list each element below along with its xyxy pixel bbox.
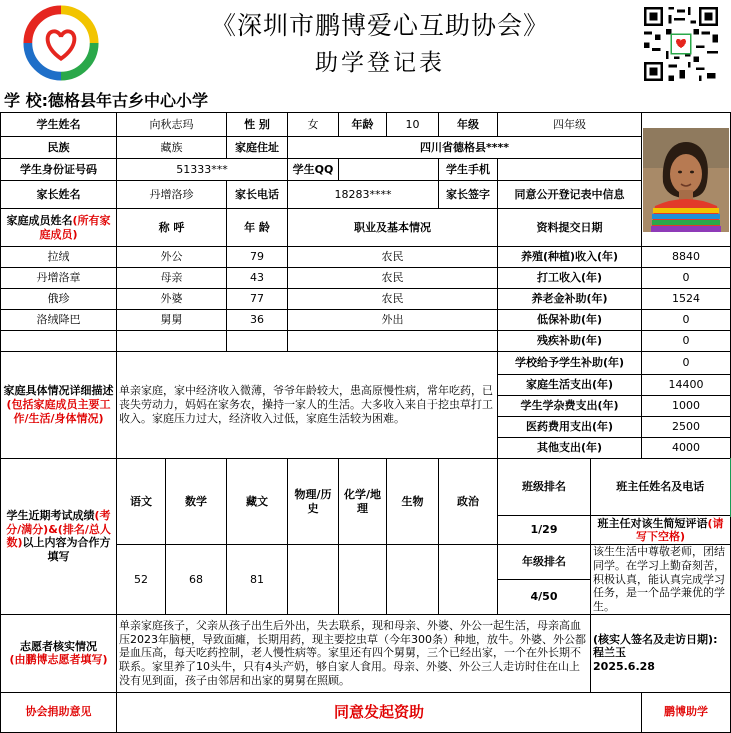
teacher-label: 班主任姓名及电话 [591,459,731,516]
volunteer-row [1,614,731,692]
subject-header: 数学 [166,459,227,545]
qr-code-icon [641,4,721,84]
family-header-row [1,209,731,247]
exam-label: 学生近期考试成绩(考分/满分)&(排名/总人数)以上内容为合作方填写 [1,459,117,615]
id-label: 学生身份证号码 [1,159,117,181]
org-name: 鹏博助学 [642,692,731,732]
finance-value: 0 [642,310,731,331]
family-member-relation [117,331,227,352]
family-member-relation: 舅舅 [117,310,227,331]
finance-value: 0 [642,331,731,352]
parent-name-value: 丹增洛珍 [117,181,227,209]
ethnic-label: 民族 [1,137,117,159]
student-name-value: 向秋志玛 [117,113,227,137]
address-label: 家庭住址 [227,137,288,159]
score-value: 52 [117,545,166,615]
form-title: 《深圳市鹏博爱心互助协会》 [210,11,549,40]
finance-value: 2500 [642,417,731,438]
family-member-age [227,331,288,352]
situation-label: 家庭具体情况详细描述(包括家庭成员主要工作/生活/身体情况) [1,352,117,459]
parent-name-label: 家长姓名 [1,181,117,209]
form-header [0,0,731,88]
family-age-header: 年 龄 [227,209,288,247]
finance-label: 低保补助(年) [498,310,642,331]
family-member-job: 农民 [288,289,498,310]
grade-value: 四年级 [498,113,642,137]
subject-header: 物理/历史 [288,459,339,545]
family-row [1,268,731,289]
heart-logo-icon [22,4,100,82]
family-member-age: 43 [227,268,288,289]
grade-rank-value: 4/50 [498,579,591,614]
finance-label: 养老金补助(年) [498,289,642,310]
score-value [288,545,339,615]
volunteer-text: 单亲家庭孩子，父亲从孩子出生后外出，失去联系，现和母亲、外婆、外公一起生活，母亲高血压2023年脑梗，导致面瘫，长期用药，现主要挖虫草（今年300条）种地，放牛。外婆、外公都是血压高，每天吃药控制，老人慢性病等。家里还有四个舅舅，三个已经出家，一个在外长期不联系。家里养了10头牛，只有4头产奶，够自家人食用。母亲、外婆、外公三人走访时住在山上没有见到面，孩子由邻居和出家的舅舅在照顾。 [117,614,591,692]
finance-label: 残疾补助(年) [498,331,642,352]
class-rank-value: 1/29 [498,516,591,545]
parent-phone-value: 18283**** [288,181,439,209]
ethnic-value: 藏族 [117,137,227,159]
parent-sign-label: 家长签字 [439,181,498,209]
family-row [1,331,731,352]
grade-label: 年级 [439,113,498,137]
finance-value: 4000 [642,438,731,459]
finance-value: 1000 [642,396,731,417]
finance-value: 0 [642,268,731,289]
student-photo [643,128,729,232]
address-value: 四川省德格县**** [288,137,642,159]
student-row-1 [1,113,731,137]
finance-label: 其他支出(年) [498,438,642,459]
student-name-label: 学生姓名 [1,113,117,137]
grade-rank-label: 年级排名 [498,545,591,580]
school-name: 学 校:德格县年古乡中心小学 [4,91,208,110]
score-value [387,545,439,615]
family-relation-header: 称 呼 [117,209,227,247]
family-member-relation: 外公 [117,247,227,268]
family-member-relation: 外婆 [117,289,227,310]
phone-value [498,159,642,181]
opinion-value: 同意发起资助 [117,692,642,732]
subject-header: 化学/地理 [339,459,387,545]
gender-value: 女 [288,113,339,137]
class-rank-label: 班级排名 [498,459,591,516]
family-member-job: 外出 [288,310,498,331]
footer-row [1,692,731,732]
family-member-job: 农民 [288,268,498,289]
family-member-name [1,331,117,352]
family-member-name: 拉绒 [1,247,117,268]
finance-value: 0 [642,352,731,375]
parent-phone-label: 家长电话 [227,181,288,209]
age-value: 10 [387,113,439,137]
qq-label: 学生QQ [288,159,339,181]
submit-date-label: 资料提交日期 [498,209,642,247]
family-member-name: 洛绒降巴 [1,310,117,331]
phone-label: 学生手机 [439,159,498,181]
finance-label: 打工收入(年) [498,268,642,289]
finance-label: 养殖(种植)收入(年) [498,247,642,268]
student-photo-cell [642,113,731,247]
volunteer-sign: (核实人签名及走访日期): 程兰玉 2025.6.28 [591,614,731,692]
score-value: 81 [227,545,288,615]
score-value [439,545,498,615]
family-member-name: 丹增洛章 [1,268,117,289]
family-member-name: 俄珍 [1,289,117,310]
teacher-comment: 该生生活中尊敬老师，团结同学。在学习上勤奋刻苦，积极认真，能认真完成学习任务，是一个品学兼优的学生。 [591,545,731,615]
finance-label: 家庭生活支出(年) [498,375,642,396]
parent-row [1,181,731,209]
subject-header: 藏文 [227,459,288,545]
subject-header: 生物 [387,459,439,545]
finance-value: 1524 [642,289,731,310]
finance-value: 14400 [642,375,731,396]
finance-label: 医药费用支出(年) [498,417,642,438]
registration-form-table [0,112,731,733]
gender-label: 性 别 [227,113,288,137]
family-row [1,247,731,268]
finance-value: 8840 [642,247,731,268]
family-job-header: 职业及基本情况 [288,209,498,247]
volunteer-label: 志愿者核实情况 (由鹏博志愿者填写) [1,614,117,692]
family-member-age: 77 [227,289,288,310]
family-row [1,289,731,310]
family-row [1,310,731,331]
family-member-relation: 母亲 [117,268,227,289]
comment-label: 班主任对该生简短评语(请写下空格) [591,516,731,545]
finance-label: 学校给予学生补助(年) [498,352,642,375]
family-member-age: 36 [227,310,288,331]
consent-label: 同意公开登记表中信息 [498,181,642,209]
family-member-age: 79 [227,247,288,268]
form-subtitle: 助学登记表 [315,50,445,76]
student-row-2 [1,137,731,159]
score-value [339,545,387,615]
exam-header-row [1,459,731,516]
score-value: 68 [166,545,227,615]
family-member-job [288,331,498,352]
situation-row [1,352,731,375]
age-label: 年龄 [339,113,387,137]
id-value: 51333*** [117,159,288,181]
student-row-3 [1,159,731,181]
opinion-label: 协会捐助意见 [1,692,117,732]
situation-text: 单亲家庭，家中经济收入微薄，爷爷年龄较大，患高原慢性病，常年吃药，已丧失劳动力，妈妈在家务农，操持一家人的生活。大多收入来自于挖虫草打工收入。家庭压力过大，经济收入过低，家庭生活较为困难。 [117,352,498,459]
family-name-header: 家庭成员姓名(所有家庭成员) [1,209,117,247]
subject-header: 语文 [117,459,166,545]
qq-value [339,159,439,181]
family-member-job: 农民 [288,247,498,268]
subject-header: 政治 [439,459,498,545]
finance-label: 学生学杂费支出(年) [498,396,642,417]
